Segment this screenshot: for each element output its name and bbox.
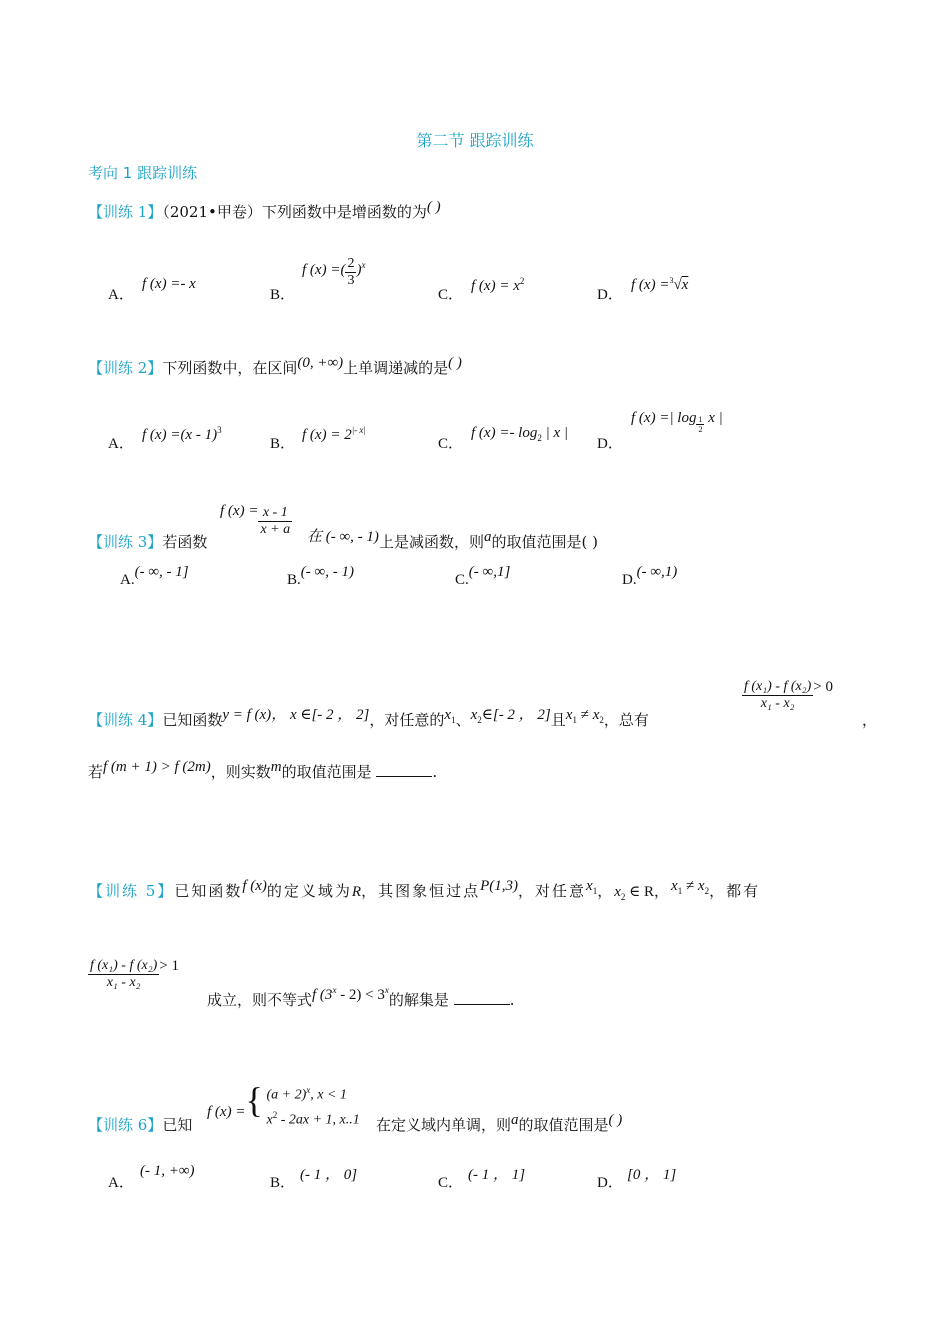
answer-paren: ( ) — [448, 355, 462, 371]
difference-quotient: $\frac{\text{f (x₁) - f (x₂)}}{\text{x₁ - x₂}}$ > 0 — [744, 679, 833, 712]
question-1 — [88, 201, 441, 222]
comma: ， — [862, 711, 878, 729]
answer-paren: ( ) — [426, 199, 441, 215]
option-c[interactable]: C． — [438, 1175, 464, 1191]
option-b[interactable]: B.(- ∞, - 1) — [287, 564, 354, 588]
function-expr: f (x) = $\frac{x - 1}{x + a}$ — [220, 503, 291, 538]
option-a[interactable]: A． — [108, 436, 134, 452]
option-b[interactable]: B． — [270, 436, 296, 452]
question-tag: 【训练 2】 — [88, 359, 163, 377]
option-d-expr: [0 ， 1] — [627, 1167, 677, 1183]
question-tag: 【训练 6】 — [88, 1116, 163, 1134]
option-c-expr: (- 1 ， 1] — [468, 1167, 526, 1183]
option-b[interactable]: B． — [270, 1175, 296, 1191]
option-b-expr: f $(x) = 2^{|- x|}$ — [302, 425, 366, 443]
question-stem: （2021•甲卷）下列函数中是增函数的为 — [162, 203, 427, 221]
option-a-expr: (- 1, +∞) — [140, 1163, 195, 1179]
option-c[interactable]: C． — [438, 436, 464, 452]
option-d-expr: f (x) =| log $\frac{1}{2}$ x | — [631, 410, 723, 434]
question-4-line2: 若f (m + 1) > f (2m)，则实数m的取值范围是 . — [88, 759, 438, 781]
question-tag: 【训练 4】 — [88, 711, 163, 729]
option-c-expr: f $(x) =- \log_2$ | x | — [471, 425, 569, 443]
interval: (0, +∞) — [297, 355, 344, 371]
option-c-expr: f $(x) = x^2$ — [471, 276, 525, 294]
question-4: 【训练 4】已知函数y = f (x)， x ∈[- 2 ， 2]，对任意的$x_1$、$x_2\in[-$ 2 ， 2]且$x_1 \ne x_2$，总有 — [88, 707, 649, 729]
option-a[interactable]: A． — [108, 1175, 134, 1191]
question-2: 【训练 2】下列函数中，在区间(0, +∞)上单调递减的是( ) — [88, 355, 462, 377]
question-tag: 【训练 3】 — [88, 533, 163, 551]
page-title: 第二节 跟踪训练 — [416, 131, 534, 150]
question-6-rest: 在定义域内单调，则a的取值范围是( ) — [376, 1112, 623, 1134]
answer-paren: ( ) — [608, 1112, 623, 1128]
option-d[interactable]: D． — [597, 287, 623, 303]
question-tag: 【训练 1】 — [88, 203, 163, 221]
option-c[interactable]: C.(- ∞,1] — [455, 564, 511, 588]
question-6: 【训练 6】已知 — [88, 1116, 193, 1134]
option-d[interactable]: D.(- ∞,1) — [622, 564, 678, 588]
option-b-expr: (- 1 ， 0] — [300, 1167, 358, 1183]
question-3-rest: 在 (- ∞, - 1)上是减函数，则a的取值范围是( ) — [307, 529, 598, 551]
option-a-expr: f (x) =(x - 1)$^3$ — [142, 425, 222, 443]
option-d[interactable]: D． — [597, 436, 623, 452]
option-b[interactable]: B． — [270, 287, 296, 303]
option-a[interactable]: A． — [108, 287, 134, 303]
question-tag: 【训练 5】 — [88, 882, 175, 900]
question-3: 【训练 3】若函数 — [88, 533, 208, 551]
option-d-expr: f (x) =$^3$√x — [631, 276, 689, 293]
option-a[interactable]: A.(- ∞, - 1] — [120, 564, 189, 588]
answer-blank[interactable] — [376, 762, 432, 777]
option-c[interactable]: C． — [438, 287, 464, 303]
answer-blank[interactable] — [454, 990, 510, 1005]
piecewise-function: f (x) ={ $(a + 2)^x$, x < 1 $x^2 - 2ax + 1$, x..1 — [207, 1080, 360, 1128]
difference-quotient: $\frac{\text{f (x₁) - f (x₂)}}{\text{x₁ - x₂}}$ > 1 — [90, 958, 179, 991]
question-5-line2: 成立，则不等式f $(3^x - 2) < 3^x$的解集是 . — [207, 985, 515, 1009]
section-heading: 考向 1 跟踪训练 — [88, 164, 198, 182]
option-a-expr: f (x) =- x — [142, 276, 196, 292]
option-b-expr: f (x) =( $\frac{2}{3}$ )$^x$ — [302, 256, 366, 288]
question-5: 【训练 5】已知函数f (x)的定义域为R，其图象恒过点P(1,3)，对任意$x_1$，$x_2$ ∈ R，$x_1 \ne x_2$，都有 — [88, 878, 761, 902]
option-d[interactable]: D． — [597, 1175, 623, 1191]
